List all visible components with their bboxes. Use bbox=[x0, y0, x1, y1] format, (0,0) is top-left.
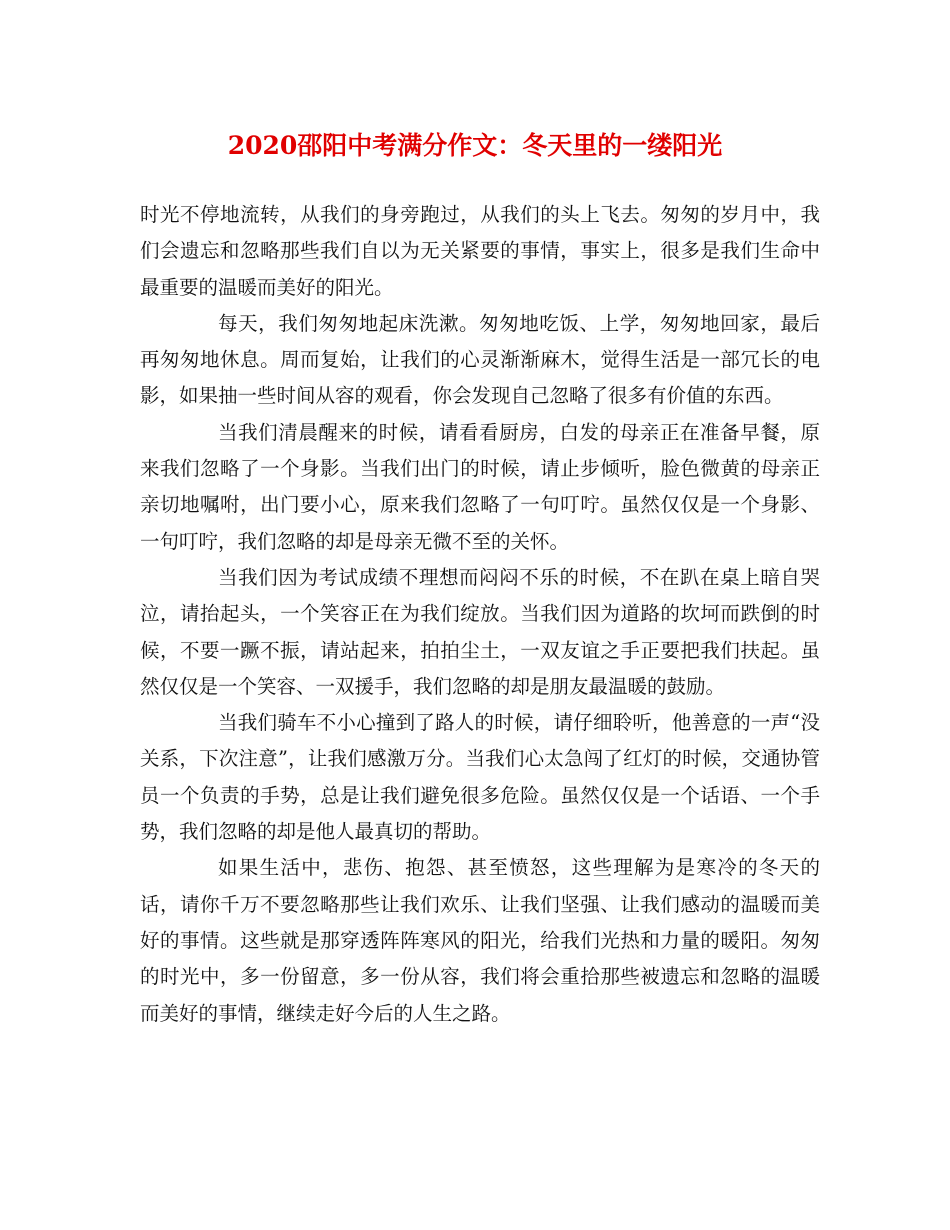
paragraph-3: 当我们清晨醒来的时候，请看看厨房，白发的母亲正在准备早餐，原来我们忽略了一个身影。当我们出门的时候，请止步倾听，脸色微黄的母亲正亲切地嘱咐，出门要小心，原来我们忽略了一句叮咛。虽然仅仅是一个身影、一句叮咛，我们忽略的却是母亲无微不至的关怀。 bbox=[140, 420, 820, 553]
paragraph-4: 当我们因为考试成绩不理想而闷闷不乐的时候，不在趴在桌上暗自哭泣，请抬起头，一个笑容正在为我们绽放。当我们因为道路的坎坷而跌倒的时候，不要一蹶不振，请站起来，拍拍尘土，一双友谊之手正要把我们扶起。虽然仅仅是一个笑容、一双援手，我们忽略的却是朋友最温暖的鼓励。 bbox=[140, 565, 820, 698]
document-title: 2020邵阳中考满分作文：冬天里的一缕阳光 bbox=[227, 131, 723, 160]
paragraph-2: 每天，我们匆匆地起床洗漱。匆匆地吃饭、上学，匆匆地回家，最后再匆匆地休息。周而复始，让我们的心灵渐渐麻木，觉得生活是一部冗长的电影，如果抽一些时间从容的观看，你会发现自己忽略了很多有价值的东西。 bbox=[140, 311, 820, 408]
paragraph-6: 如果生活中，悲伤、抱怨、甚至愤怒，这些理解为是寒冷的冬天的话，请你千万不要忽略那些让我们欢乐、让我们坚强、让我们感动的温暖而美好的事情。这些就是那穿透阵阵寒风的阳光，给我们光热和力量的暖阳。匆匆的时光中，多一份留意，多一份从容，我们将会重拾那些被遗忘和忽略的温暖而美好的事情，继续走好今后的人生之路。 bbox=[140, 856, 820, 1025]
paragraph-5: 当我们骑车不小心撞到了路人的时候，请仔细聆听，他善意的一声“没关系，下次注意”，让我们感激万分。当我们心太急闯了红灯的时候，交通协管员一个负责的手势，总是让我们避免很多危险。虽然仅仅是一个话语、一个手势，我们忽略的却是他人最真切的帮助。 bbox=[140, 711, 820, 844]
essay-body bbox=[140, 197, 820, 1032]
paragraph-1: 时光不停地流转，从我们的身旁跑过，从我们的头上飞去。匆匆的岁月中，我们会遗忘和忽略那些我们自以为无关紧要的事情，事实上，很多是我们生命中最重要的温暖而美好的阳光。 bbox=[140, 203, 820, 299]
